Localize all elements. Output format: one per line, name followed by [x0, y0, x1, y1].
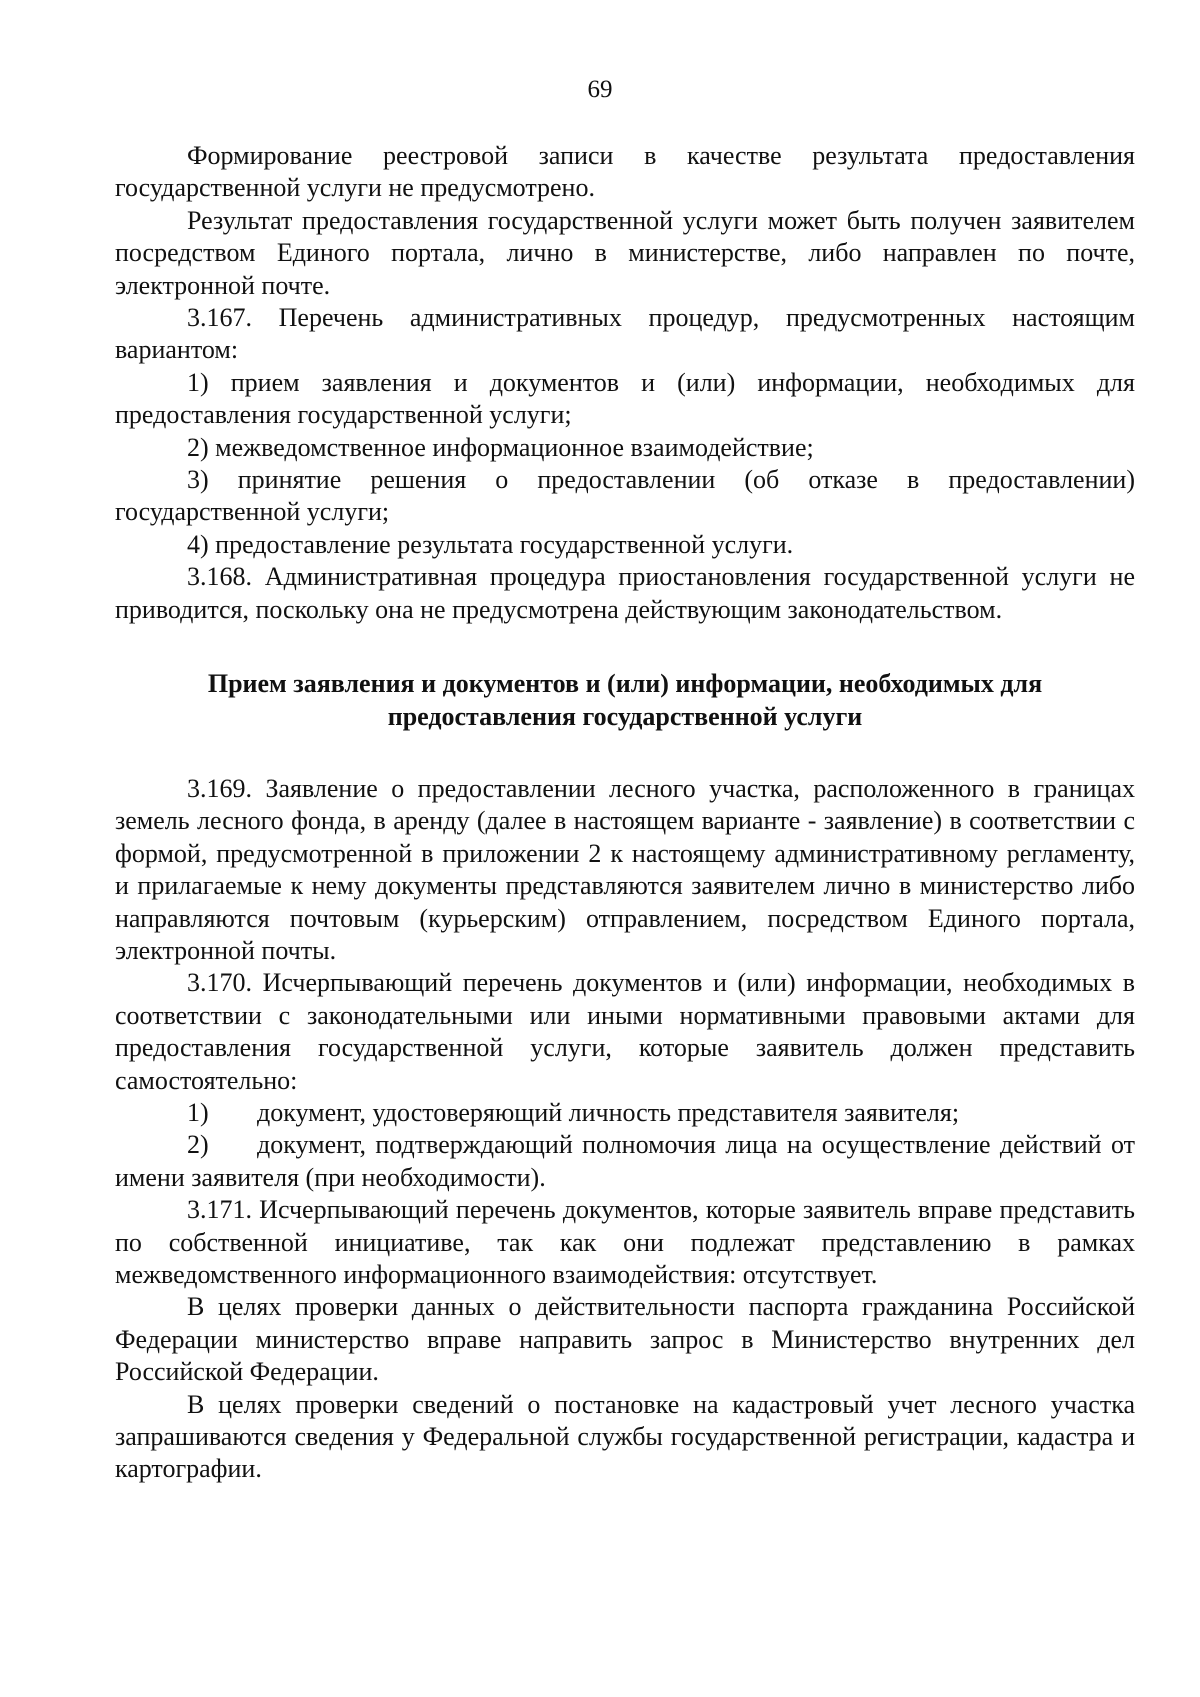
list-item-text: документ, подтверждающий полномочия лица на осуществление действий от имени заявителя (при необходимости). [115, 1130, 1135, 1192]
list-item-number: 2) [187, 1130, 209, 1160]
list-item-document-1 [115, 1097, 1135, 1129]
paragraph-3-168: 3.168. Административная процедура приостановления государственной услуги не приводится, поскольку она не предусмотрена действующим законодательством. [115, 562, 1135, 624]
list-item-document-2 [115, 1129, 1135, 1194]
section-heading-line-1: Прием заявления и документов и (или) информации, необходимых для [207, 669, 1043, 699]
list-item-number: 1) [187, 1097, 209, 1127]
paragraph-result-delivery: Результат предоставления государственной услуги может быть получен заявителем посредством Единого портала, лично в министерстве, либо направлен по почте, электронной почте. [115, 205, 1135, 300]
list-item-text: документ, удостоверяющий личность представителя заявителя; [257, 1097, 960, 1127]
page-content [115, 140, 1135, 1486]
list-item-procedure-4: 4) предоставление результата государственной услуги. [187, 529, 794, 559]
paragraph-registry-record: Формирование реестровой записи в качестве результата предоставления государственной услуги не предусмотрено. [115, 141, 1135, 203]
paragraph-cadastre-check: В целях проверки сведений о постановке на кадастровый учет лесного участка запрашиваются сведения у Федеральной службы государственной регистрации, кадастра и картографии. [115, 1389, 1135, 1484]
paragraph-3-171: 3.171. Исчерпывающий перечень документов, которые заявитель вправе представить по собственной инициативе, так как они подлежат представлению в рамках межведомственного информационного взаимодействия: отсутствует. [115, 1195, 1135, 1289]
paragraph-3-169: 3.169. Заявление о предоставлении лесного участка, расположенного в границах земель лесного фонда, в аренду (далее в настоящем варианте - заявление) в соответствии с формой, предусмотренной в приложении 2 к настоящему административному регламенту, и прилагаемые к нему документы представляются заявителем лично в министерство либо направляются почтовым (курьерским) отправлением, посредством Единого портала, электронной почты. [115, 773, 1135, 965]
list-item-procedure-2: 2) межведомственное информационное взаимодействие; [187, 432, 814, 462]
page-number: 69 [587, 76, 613, 103]
section-heading [115, 668, 1135, 733]
list-item-procedure-1: 1) прием заявления и документов и (или) информации, необходимых для предоставления государственной услуги; [115, 367, 1135, 430]
list-item-procedure-3: 3) принятие решения о предоставлении (об отказе в предоставлении) государственной услуги; [115, 465, 1135, 527]
section-heading-line-2: предоставления государственной услуги [387, 701, 863, 731]
paragraph-passport-check: В целях проверки данных о действительности паспорта гражданина Российской Федерации министерство вправе направить запрос в Министерство внутренних дел Российской Федерации. [115, 1292, 1135, 1387]
paragraph-3-167: 3.167. Перечень административных процедур, предусмотренных настоящим вариантом: [115, 303, 1135, 365]
paragraph-3-170: 3.170. Исчерпывающий перечень документов и (или) информации, необходимых в соответствии с законодательными или иными нормативными правовыми актами для предоставления государственной услуги, которые заявитель должен представить самостоятельно: [115, 968, 1135, 1095]
